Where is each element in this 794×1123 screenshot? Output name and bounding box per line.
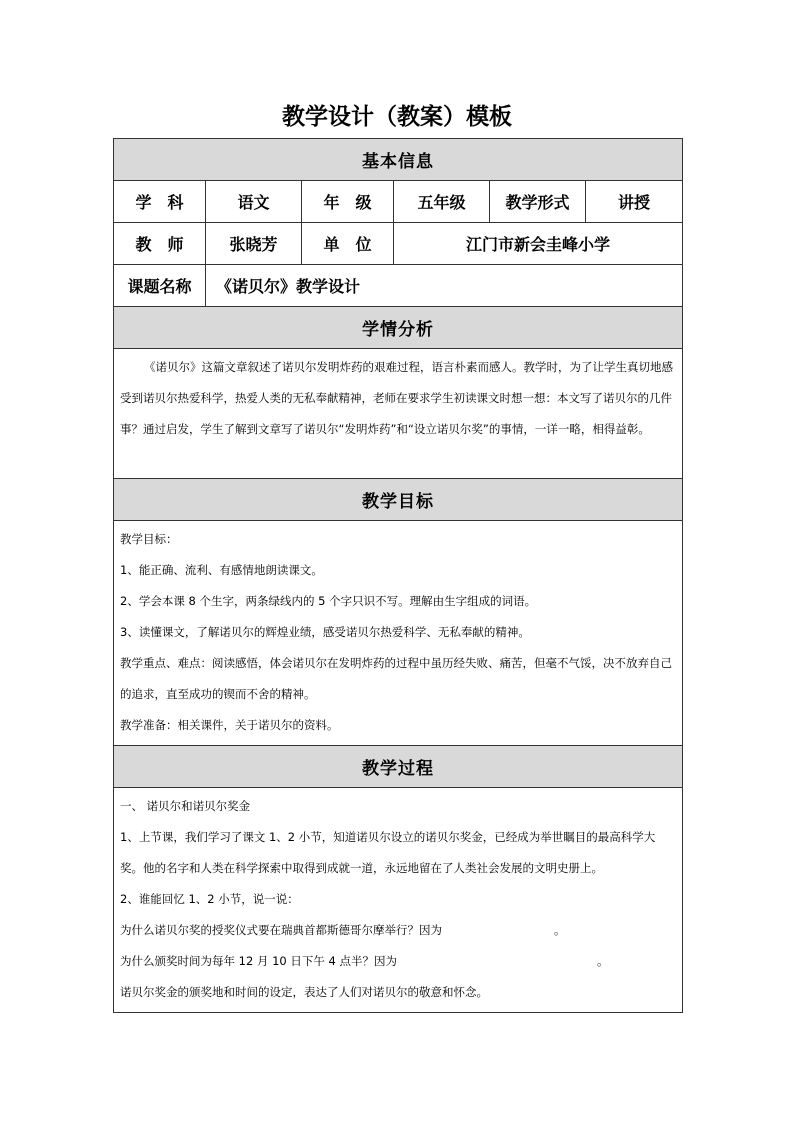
question-text: 为什么诺贝尔奖的授奖仪式要在瑞典首都斯德哥尔摩举行？因为 <box>120 923 442 937</box>
teaching-form-value: 讲授 <box>586 181 683 223</box>
objectives-line: 教学目标： <box>120 532 178 546</box>
objectives-line: 1、能正确、流利、有感情地朗读课文。 <box>120 563 323 577</box>
objectives-line: 教学准备：相关课件，关于诺贝尔的资料。 <box>120 718 339 732</box>
subject-value: 语文 <box>206 181 302 223</box>
objectives-line: 教学重点、难点：阅读感悟，体会诺贝尔在发明炸药的过程中虽历经失败、痛苦，但毫不气馁，决不放弃自己的追求，直至成功的锲而不舍的精神。 <box>120 656 672 701</box>
process-line: 1、上节课，我们学习了课文 1、2 小节，知道诺贝尔设立的诺贝尔奖金，已经成为举世瞩目的最高科学大奖。他的名字和人类在科学探索中取得到成就一道，永远地留在了人类社会发展的文明史册上。 <box>120 830 656 875</box>
analysis-header: 学情分析 <box>114 307 683 349</box>
analysis-body <box>114 349 683 479</box>
process-line: 诺贝尔奖金的颁奖地和时间的设定，表达了人们对诺贝尔的敬意和怀念。 <box>120 985 488 999</box>
basic-info-header: 基本信息 <box>114 139 683 181</box>
topic-value: 《诺贝尔》教学设计 <box>206 265 683 307</box>
teaching-form-label: 教学形式 <box>490 181 586 223</box>
analysis-text: 《诺贝尔》这篇文章叙述了诺贝尔发明炸药的艰难过程，语言朴素而感人。教学时，为了让学生真切地感受到诺贝尔热爱科学，热爱人类的无私奉献精神，老师在要求学生初读课文时想一想：本文写了诺贝尔的几件事？通过启发，学生了解到文章写了诺贝尔“发明炸药”和“设立诺贝尔奖”的事情，一详一略，相得益彰。 <box>120 360 673 436</box>
teacher-value: 张晓芳 <box>206 223 302 265</box>
grade-label: 年 级 <box>302 181 394 223</box>
unit-label: 单 位 <box>302 223 394 265</box>
process-line: 2、谁能回忆 1、2 小节，说一说： <box>120 892 299 906</box>
objectives-line: 2、学会本课 8 个生字，两条绿线内的 5 个字只识不写。理解由生字组成的词语。 <box>120 594 537 608</box>
teacher-label: 教 师 <box>114 223 206 265</box>
process-question <box>120 915 676 946</box>
process-heading: 一、 诺贝尔和诺贝尔奖金 <box>120 799 251 813</box>
topic-label: 课题名称 <box>114 265 206 307</box>
unit-value: 江门市新会圭峰小学 <box>394 223 683 265</box>
subject-label: 学 科 <box>114 181 206 223</box>
objectives-body <box>114 521 683 746</box>
process-header: 教学过程 <box>114 746 683 788</box>
objectives-line: 3、读懂课文，了解诺贝尔的辉煌业绩，感受诺贝尔热爱科学、无私奉献的精神。 <box>120 625 530 639</box>
question-end: 。 <box>597 954 609 968</box>
process-body <box>114 788 683 1013</box>
question-end: 。 <box>554 923 566 937</box>
question-text: 为什么颁奖时间为每年 12 月 10 日下午 4 点半？因为 <box>120 954 398 968</box>
process-question <box>120 946 676 977</box>
document-title: 教学设计（教案）模板 <box>282 104 512 130</box>
grade-value: 五年级 <box>394 181 490 223</box>
lesson-plan-table <box>113 138 683 1013</box>
objectives-header: 教学目标 <box>114 479 683 521</box>
